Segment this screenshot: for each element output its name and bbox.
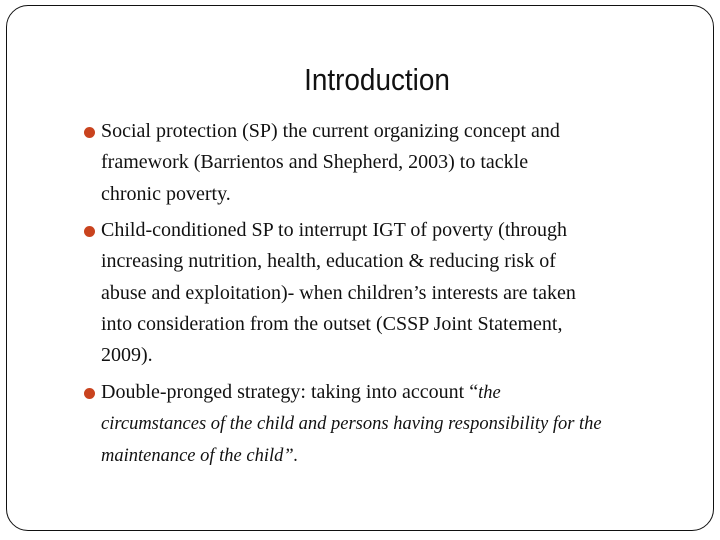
bullet-2-line-4: into consideration from the outset (CSSP Joint Statement, <box>101 313 563 335</box>
bullet-1-line-3: chronic poverty. <box>101 183 231 205</box>
bullet-icon <box>84 226 95 237</box>
bullet-3-line-1 <box>101 381 501 404</box>
bullet-1-line-2: framework (Barrientos and Shepherd, 2003) to tackle <box>101 151 529 173</box>
bullet-2-line-3: abuse and exploitation)- when children’s interests are taken <box>101 282 576 304</box>
bullet-2-line-2: increasing nutrition, health, education & reducing risk of <box>101 250 556 272</box>
bullet-icon <box>84 388 95 399</box>
bullet-icon <box>84 127 95 138</box>
bullet-3-line-3: maintenance of the child”. <box>101 446 299 466</box>
slide-title: Introduction <box>304 62 450 97</box>
bullet-1-line-1: Social protection (SP) the current organizing concept and <box>101 120 560 142</box>
bullet-2-line-5: 2009). <box>101 344 153 366</box>
bullet-3-quote-start: the <box>478 383 501 403</box>
bullet-3-text: Double-pronged strategy: taking into account “ <box>101 381 479 403</box>
bullet-2-line-1: Child-conditioned SP to interrupt IGT of poverty (through <box>101 219 568 241</box>
bullet-3-line-2: circumstances of the child and persons having responsibility for the <box>101 414 602 434</box>
